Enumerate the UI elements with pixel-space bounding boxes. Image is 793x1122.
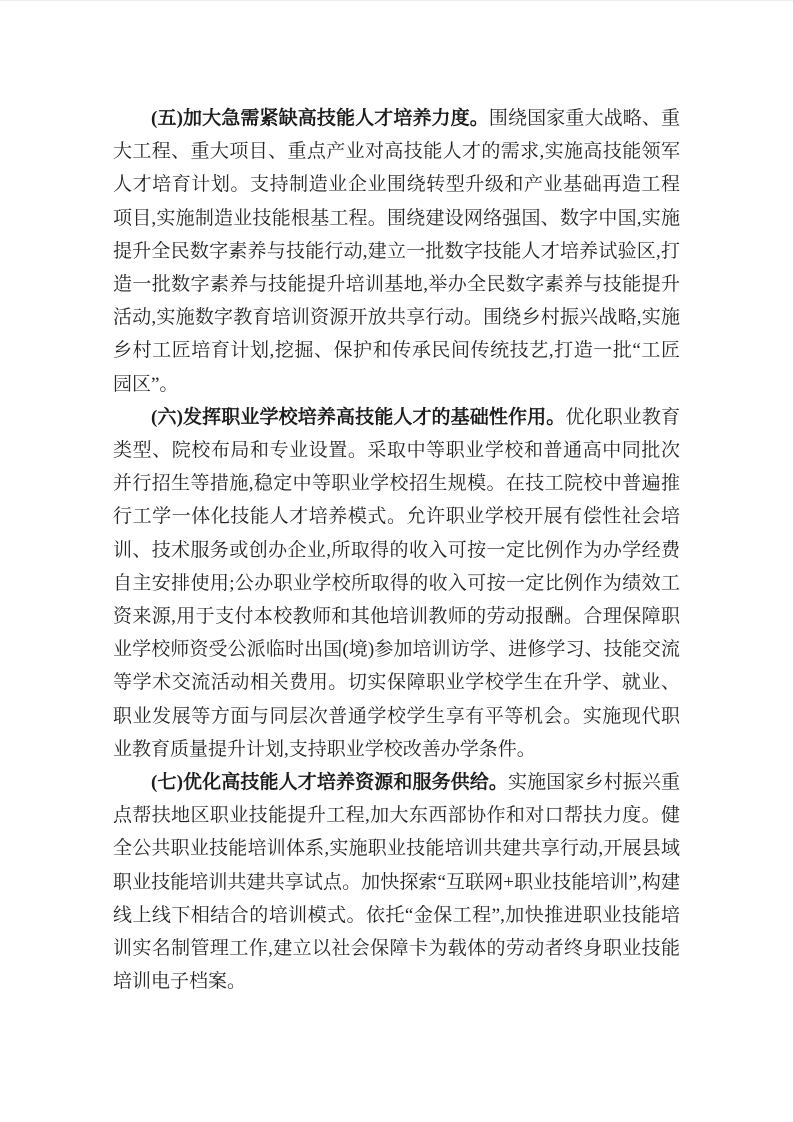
section-body-6: 优化职业教育类型、院校布局和专业设置。采取中等职业学校和普通高中同批次并行招生等措施,稳定中等职业学校招生规模。在技工院校中普遍推行工学一体化技能人才培养模式。允许职业学校开展有偿性社会培训、技术服务或创办企业,所取得的收入可按一定比例作为办学经费自主安排使用;公办职业学校所取得的收入可按一定比例作为绩效工资来源,用于支付本校教师和其他培训教师的劳动报酬。合理保障职业学校师资受公派临时出国(境)参加培训访学、进修学习、技能交流等学术交流活动相关费用。切实保障职业学校学生在升学、就业、职业发展等方面与同层次普通学校学生享有平等机会。实施现代职业教育质量提升计划,支持职业学校改善办学条件。: [113, 406, 680, 760]
document-text-block: [113, 102, 680, 998]
section-paragraph-5: [113, 102, 680, 401]
section-body-7: 实施国家乡村振兴重点帮扶地区职业技能提升工程,加大东西部协作和对口帮扶力度。健全公共职业技能培训体系,实施职业技能培训共建共享行动,开展县域职业技能培训共建共享试点。加快探索“互联网+职业技能培训”,构建线上线下相结合的培训模式。依托“金保工程”,加快推进职业技能培训实名制管理工作,建立以社会保障卡为载体的劳动者终身职业技能培训电子档案。: [113, 772, 680, 993]
section-heading-5: (五)加大急需紧缺高技能人才培养力度。: [151, 108, 489, 129]
section-paragraph-7: [113, 766, 680, 998]
section-heading-6: (六)发挥职业学校培养高技能人才的基础性作用。: [151, 406, 566, 428]
section-body-5: 围绕国家重大战略、重大工程、重大项目、重点产业对高技能人才的需求,实施高技能领军人才培育计划。支持制造业企业围绕转型升级和产业基础再造工程项目,实施制造业技能根基工程。围绕建设网络强国、数字中国,实施提升全民数字素养与技能行动,建立一批数字技能人才培养试验区,打造一批数字素养与技能提升培训基地,举办全民数字素养与技能提升活动,实施数字教育培训资源开放共享行动。围绕乡村振兴战略,实施乡村工匠培育计划,挖掘、保护和传承民间传统技艺,打造一批“工匠园区”。: [113, 108, 680, 395]
section-heading-7: (七)优化高技能人才培养资源和服务供给。: [151, 772, 509, 794]
section-paragraph-6: [113, 401, 680, 766]
